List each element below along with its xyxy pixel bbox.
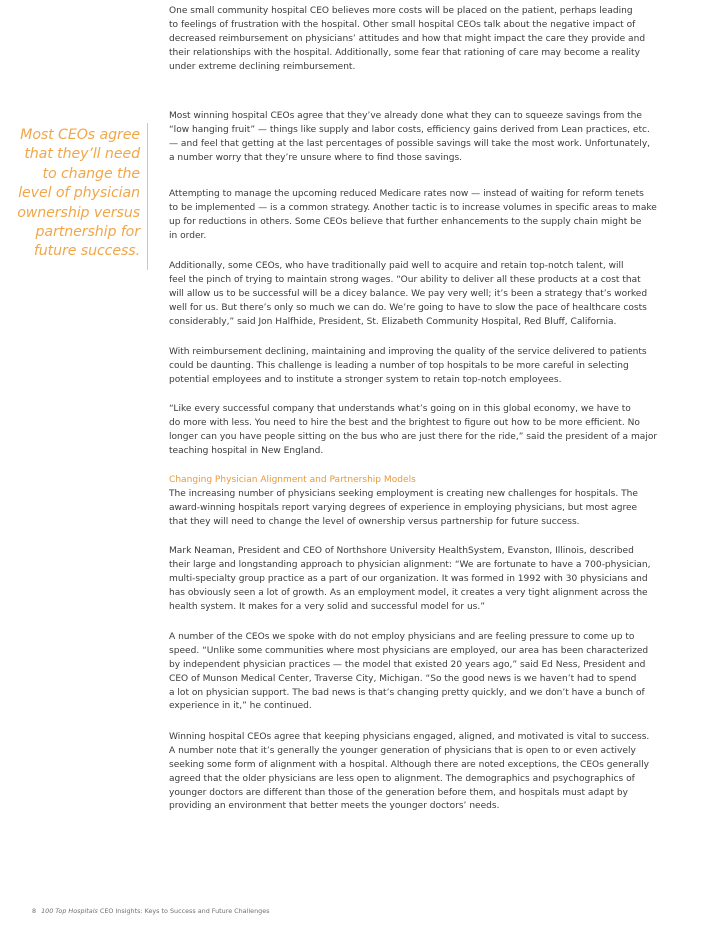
body-paragraph	[169, 260, 647, 329]
paragraph-line: speed. “Unlike some communities where most physicians are employed, our area has been characterized	[169, 645, 649, 656]
footer-title-italic: 100 Top Hospitals	[41, 907, 98, 915]
paragraph-line: — and feel that getting at the last percentages of possible savings will take the most work. Unfortunately,	[169, 138, 651, 149]
paragraph-line: With reimbursement declining, maintaining and improving the quality of the service delivered to patients	[169, 347, 647, 357]
paragraph-line: to be implemented — is a common strategy. Another tactic is to increase volumes in specific areas to make	[169, 202, 657, 213]
paragraph-line: has obviously seen a lot of growth. As an employment model, it creates a very tight alignment across the	[169, 587, 648, 598]
paragraph-line: in order.	[169, 230, 207, 241]
paragraph-line: a lot on physician support. The bad news is that’s changing pretty quickly, and we don’t have a bunch of	[169, 687, 645, 698]
page-number: 8	[32, 907, 37, 915]
page-footer	[32, 907, 269, 915]
paragraph-line: A number note that it’s generally the younger generation of physicians that is open to or even actively	[169, 745, 636, 756]
pull-quote-divider	[147, 123, 148, 270]
paragraph-line: multi-specialty group practice as a part of our organization. It was formed in 1992 with 30 physicians and	[169, 573, 648, 584]
paragraph-line: award-winning hospitals report varying degrees of experience in employing physicians, but most agree	[169, 502, 638, 513]
footer-title: CEO Insights: Keys to Success and Future Challenges	[97, 907, 270, 915]
section-heading: Changing Physician Alignment and Partnership Models	[169, 475, 416, 485]
body-paragraph	[169, 346, 647, 388]
paragraph-line: Winning hospital CEOs agree that keeping physicians engaged, aligned, and motivated is vital to success.	[169, 732, 650, 742]
body-paragraph	[169, 731, 649, 814]
paragraph-line: decreased reimbursement on physicians’ attitudes and how that might impact the care they provide and	[169, 33, 646, 44]
paragraph-line: experience in it,” he continued.	[169, 701, 312, 712]
paragraph-line: that they will need to change the level of ownership versus partnership for future success.	[169, 516, 580, 527]
paragraph-line: their large and longstanding approach to physician alignment: “We are fortunate to have a 700-physician,	[169, 559, 651, 570]
body-paragraph	[169, 631, 648, 714]
paragraph-line: under extreme declining reimbursement.	[169, 61, 356, 72]
paragraph-line: providing an environment that better meets the younger doctors’ needs.	[169, 801, 500, 812]
body-paragraph	[169, 110, 650, 166]
body-paragraph	[169, 474, 638, 530]
paragraph-line: do more with less. You need to hire the best and the brightest to figure out how to be more efficient. No	[169, 417, 640, 428]
paragraph-line: teaching hospital in New England.	[169, 445, 324, 456]
paragraph-line: will allow us to be successful will be a dicey balance. We pay very well; it’s been a strategy that’s worked	[169, 288, 648, 299]
paragraph-line: considerably,” said Jon Halfhide, President, St. Elizabeth Community Hospital, Red Bluff, California.	[169, 316, 617, 327]
paragraph-line: agreed that the older physicians are less open to alignment. The demographics and psychographics of	[169, 773, 635, 784]
paragraph-line: a number worry that they’re unsure where to find those savings.	[169, 152, 463, 163]
paragraph-line: younger doctors are different than those of the generation before them, and hospitals must adapt by	[169, 787, 629, 798]
paragraph-line: could be daunting. This challenge is leading a number of top hospitals to be more careful in selecting	[169, 360, 629, 371]
paragraph-line: up for reductions in others. Some CEOs believe that further enhancements to the supply chain might be	[169, 216, 642, 227]
paragraph-line: seeking some form of alignment with a hospital. Although there are noted exceptions, the CEOs generally	[169, 759, 650, 770]
paragraph-line: “low hanging fruit” — things like supply and labor costs, efficiency gains derived from Lean practices, etc.	[169, 124, 650, 135]
paragraph-line: to feelings of frustration with the hospital. Other small hospital CEOs talk about the negative impact of	[169, 19, 636, 30]
paragraph-line: feel the pinch of trying to maintain strong wages. “Our ability to deliver all these products at a cost that	[169, 274, 641, 285]
paragraph-line: Most winning hospital CEOs agree that they’ve already done what they can to squeeze savings from the	[169, 111, 642, 121]
paragraph-line: CEO of Munson Medical Center, Traverse City, Michigan. “So the good news is we haven’t had to spend	[169, 673, 637, 684]
paragraph-line: Mark Neaman, President and CEO of Northshore University HealthSystem, Evanston, Illinois, described	[169, 546, 634, 556]
body-paragraph	[169, 545, 651, 614]
paragraph-line: their relationships with the hospital. Additionally, some fear that rationing of care may become a reality	[169, 47, 640, 58]
body-paragraph	[169, 5, 645, 74]
paragraph-line: health system. It makes for a very solid and successful model for us.”	[169, 601, 485, 612]
paragraph-line: Additionally, some CEOs, who have traditionally paid well to acquire and retain top-notch talent, will	[169, 261, 624, 271]
paragraph-line: well for us. But there’s only so much we can do. We’re going to have to slow the pace of healthcare costs	[169, 302, 647, 313]
body-paragraph	[169, 403, 657, 459]
paragraph-line: “Like every successful company that understands what’s going on in this global economy, we have to	[169, 404, 631, 414]
paragraph-line: longer can you have people sitting on the bus who are just there for the ride,” said the president of a major	[169, 431, 658, 442]
body-paragraph	[169, 188, 657, 244]
paragraph-line: The increasing number of physicians seeking employment is creating new challenges for hospitals. The	[169, 488, 638, 499]
pull-quote: Most CEOs agree that they’ll need to change the level of physician ownership versus partnership for future success.	[17, 127, 140, 260]
paragraph-line: A number of the CEOs we spoke with do not employ physicians and are feeling pressure to come up to	[169, 632, 635, 642]
paragraph-line: Attempting to manage the upcoming reduced Medicare rates now — instead of waiting for reform tenets	[169, 189, 644, 199]
paragraph-line: by independent physician practices — the model that existed 20 years ago,” said Ed Ness, President and	[169, 659, 646, 670]
paragraph-line: potential employees and to institute a stronger system to retain top-notch employees.	[169, 374, 562, 385]
paragraph-line: One small community hospital CEO believes more costs will be placed on the patient, perhaps leading	[169, 6, 633, 16]
